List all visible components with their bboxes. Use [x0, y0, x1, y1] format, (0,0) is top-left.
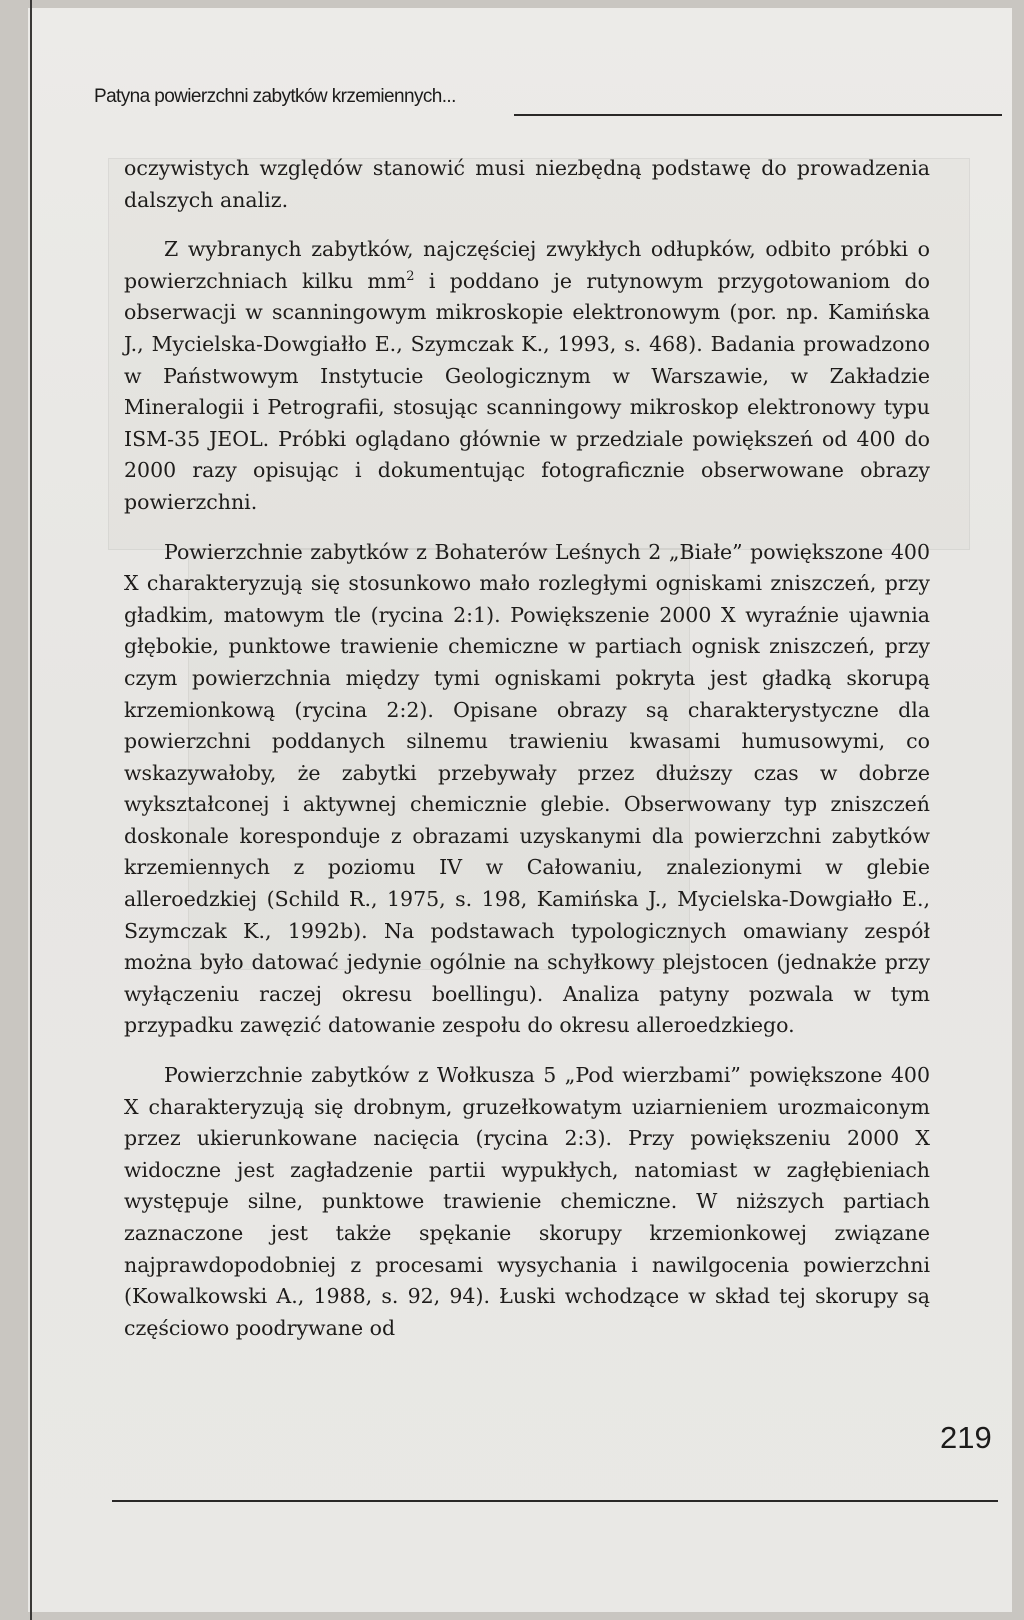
paragraph-text: i poddano je rutynowym przygotowaniom do obserwacji w scanningowym mikroskopie elektronowym (por. np. Kamińska J., Mycielska-Dowgiałło E., Szymczak K., 1993, s. 468). Badania prowadzono w Państwowym Instytucie Geologicznym w Warszawie, w Zakładzie Mineralogii i Petrografii, stosując scanningowy mikroskop elektronowy typu ISM-35 JEOL. Próbki oglądano głównie w przedziale powiększeń od 400 do 2000 razy opisując i dokumentując fotograficznie obserwowane obrazy powierzchni. — [124, 268, 930, 514]
paragraph: Powierzchnie zabytków z Wołkusza 5 „Pod wierzbami” powiększone 400 X charakteryzują się drobnym, gruzełkowatym uziarnieniem urozmaiconym przez ukierunkowane nacięcia (rycina 2:3). Przy powiększeniu 2000 X widoczne jest zagładzenie partii wypukłych, natomiast w zagłębieniach występuje silne, punktowe trawienie chemiczne. W niższych partiach zaznaczone jest także spękanie skorupy krzemionkowej związane najprawdopodobniej z procesami wysychania i nawilgocenia powierzchni (Kowalkowski A., 1988, s. 92, 94). Łuski wchodzące w skład tej skorupy są częściowo poodrywane od — [124, 1063, 930, 1340]
paragraph-text: Z wybranych zabytków, najczęściej zwykłych odłupków, odbito próbki o powierzchniach kilku mm — [124, 237, 930, 293]
superscript: 2 — [406, 268, 415, 284]
body-text — [124, 153, 930, 1344]
header-rule — [514, 114, 1002, 116]
page-spine-line — [30, 0, 32, 1620]
running-title: Patyna powierzchni zabytków krzemiennych... — [94, 86, 456, 107]
paragraph — [124, 234, 930, 518]
paragraph: oczywistych względów stanowić musi niezbędną podstawę do prowadzenia dalszych analiz. — [124, 156, 930, 212]
running-header — [94, 86, 1002, 120]
paragraph: Powierzchnie zabytków z Bohaterów Leśnych 2 „Białe” powiększone 400 X charakteryzują się stosunkowo mało rozległymi ogniskami zniszczeń, przy gładkim, matowym tle (rycina 2:1). Powiększenie 2000 X wyraźnie ujawnia głębokie, punktowe trawienie chemiczne w partiach ognisk zniszczeń, przy czym powierzchnia między tymi ogniskami pokryta jest gładką skorupą krzemionkową (rycina 2:2). Opisane obrazy są charakterystyczne dla powierzchni poddanych silnemu trawieniu kwasami humusowymi, co wskazywałoby, że zabytki przebywały przez dłuższy czas w dobrze wykształconej i aktywnej chemicznie glebie. Obserwowany typ zniszczeń doskonale koresponduje z obrazami uzyskanymi dla powierzchni zabytków krzemiennych z poziomu IV w Całowaniu, znalezionymi w glebie alleroedzkiej (Schild R., 1975, s. 198, Kamińska J., Mycielska-Dowgiałło E., Szymczak K., 1992b). Na podstawach typologicznych omawiany zespół można było datować jedynie ogólnie na schyłkowy plejstocen (jednakże przy wyłączeniu raczej okresu boellingu). Analiza patyny pozwala w tym przypadku zawęzić datowanie zespołu do okresu alleroedzkiego. — [124, 539, 930, 1038]
page-number: 219 — [940, 1420, 992, 1455]
footer-rule — [112, 1500, 998, 1502]
